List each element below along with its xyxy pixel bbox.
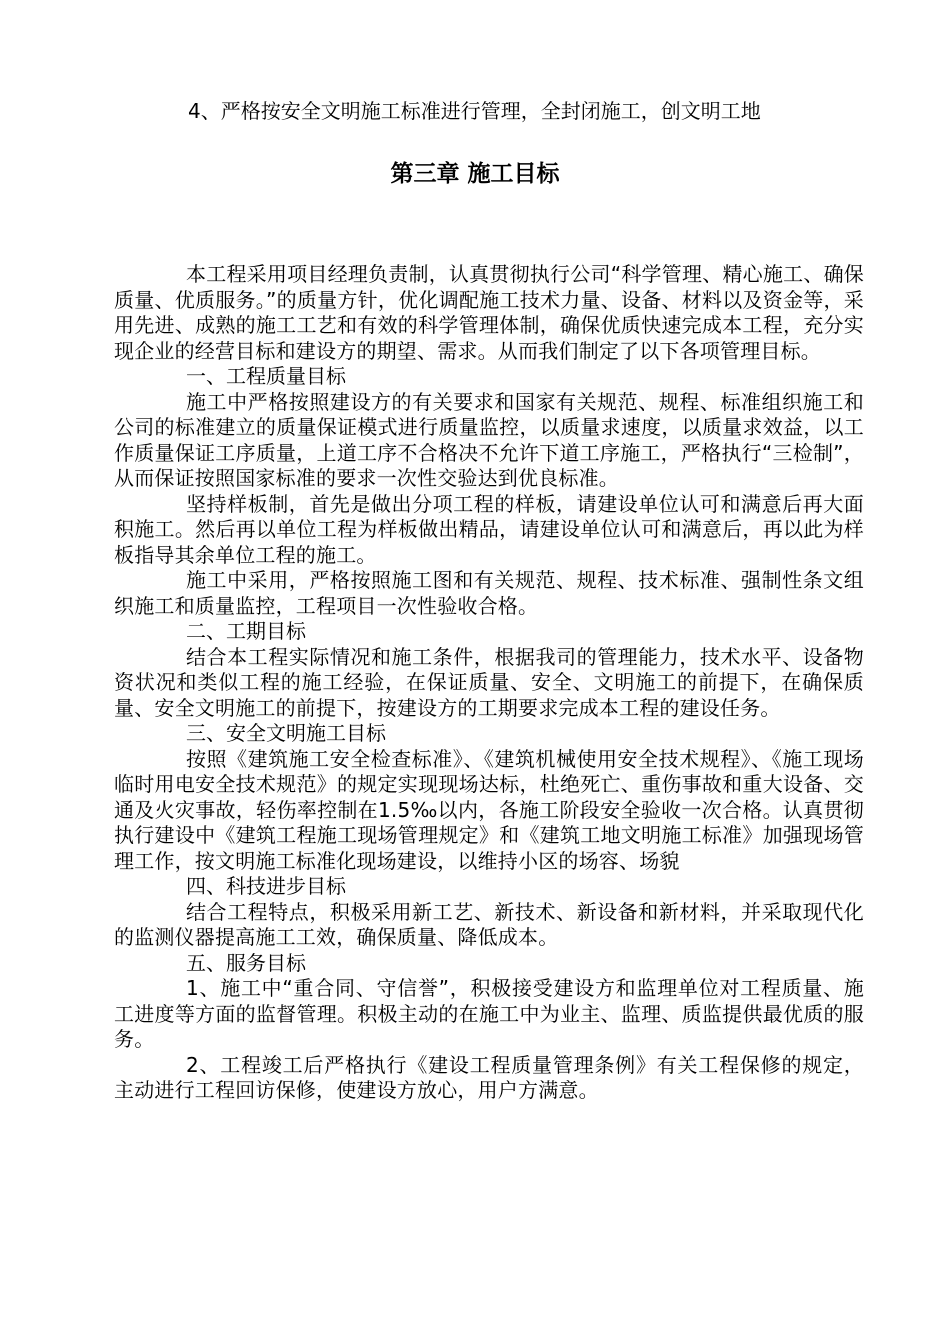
section-heading-safety: 三、安全文明施工目标	[186, 721, 386, 745]
intro-paragraph: 本工程采用项目经理负责制，认真贯彻执行公司“科学管理、精心施工、确保质量、优质服务。”的质量方针，优化调配施工技术力量、设备、材料以及资金等，采用先进、成熟的施工工艺和有效的科学管理体制，确保优质快速完成本工程，充分实现企业的经营目标和建设方的期望、需求。从而我们制定了以下各项管理目标。	[114, 262, 864, 363]
service-paragraph-1: 1、施工中“重合同、守信誉”，积极接受建设方和监理单位对工程质量、施工进度等方面的监督管理。积极主动的在施工中为业主、监理、质监提供最优质的服务。	[114, 976, 864, 1051]
service-paragraph-2: 2、工程竣工后严格执行《建设工程质量管理条例》有关工程保修的规定，主动进行工程回访保修，使建设方放心，用户方满意。	[114, 1052, 864, 1102]
top-line-item: 4、严格按安全文明施工标准进行管理，全封闭施工，创文明工地	[188, 99, 761, 123]
chapter-title: 第三章 施工目标	[390, 161, 560, 187]
document-body	[114, 262, 864, 1104]
section-heading-quality: 一、工程质量目标	[186, 364, 346, 388]
quality-paragraph-2: 坚持样板制，首先是做出分项工程的样板，请建设单位认可和满意后再大面积施工。然后再以单位工程为样板做出精品，请建设单位认可和满意后，再以此为样板指导其余单位工程的施工。	[114, 491, 864, 567]
safety-paragraph-1: 按照《建筑施工安全检查标准》、《建筑机械使用安全技术规程》、《施工现场临时用电安全技术规范》的规定实现现场达标，杜绝死亡、重伤事故和重大设备、交通及火灾事故，轻伤率控制在1.5‰以内，各施工阶段安全验收一次合格。认真贯彻执行建设中《建筑工程施工现场管理规定》和《建筑工地文明施工标准》加强现场管理工作，按文明施工标准化现场建设，以维持小区的场容、场貌	[114, 746, 864, 873]
section-heading-tech: 四、科技进步目标	[186, 874, 346, 898]
section-heading-service: 五、服务目标	[186, 950, 306, 975]
tech-paragraph-1: 结合工程特点，积极采用新工艺、新技术、新设备和新材料，并采取现代化的监测仪器提高施工工效，确保质量、降低成本。	[114, 899, 864, 949]
quality-paragraph-1: 施工中严格按照建设方的有关要求和国家有关规范、规程、标准组织施工和公司的标准建立的质量保证模式进行质量监控，以质量求速度，以质量求效益，以工作质量保证工序质量，上道工序不合格决不允许下道工序施工，严格执行“三检制”，从而保证按照国家标准的要求一次性交验达到优良标准。	[114, 389, 864, 490]
schedule-paragraph-1: 结合本工程实际情况和施工条件，根据我司的管理能力，技术水平、设备物资状况和类似工程的施工经验，在保证质量、安全、文明施工的前提下，在确保质量、安全文明施工的前提下，按建设方的工期要求完成本工程的建设任务。	[114, 644, 864, 720]
quality-paragraph-3: 施工中采用，严格按照施工图和有关规范、规程、技术标准、强制性条文组织施工和质量监控，工程项目一次性验收合格。	[114, 568, 864, 618]
section-heading-schedule: 二、工期目标	[186, 619, 306, 643]
